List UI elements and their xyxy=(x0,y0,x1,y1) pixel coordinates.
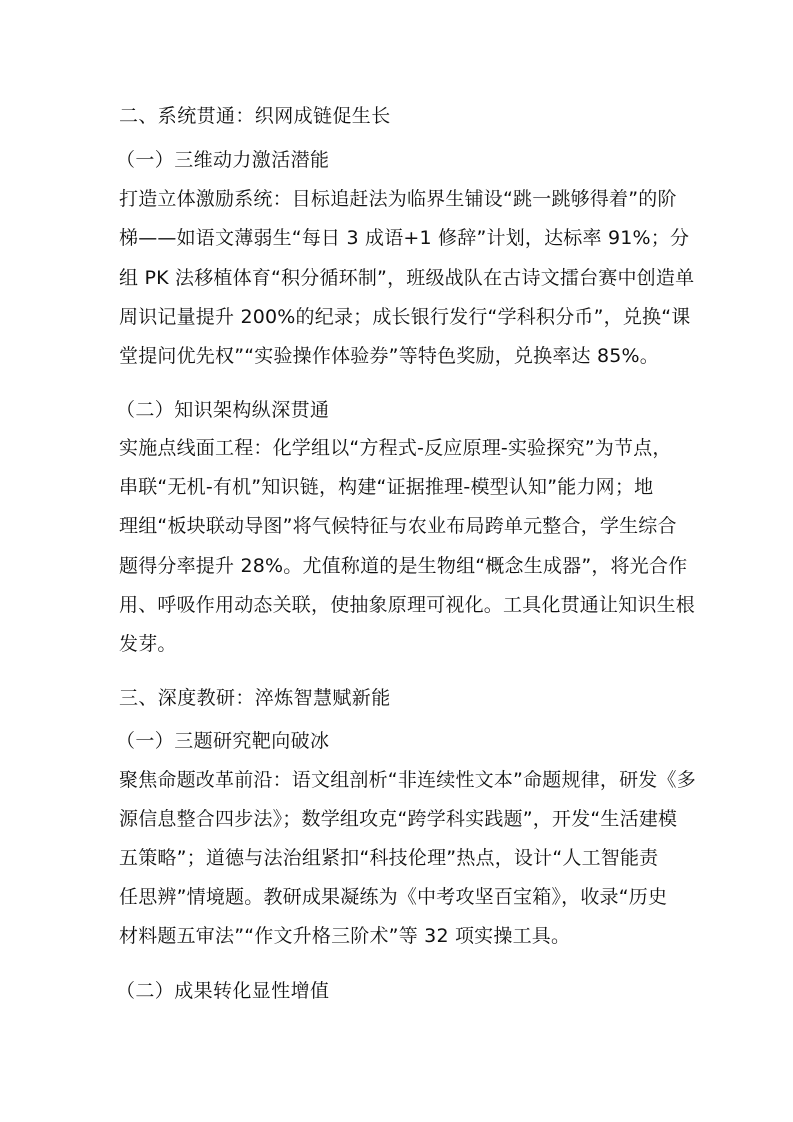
paragraph-line: 发芽。 xyxy=(119,633,177,655)
paragraph-line: 聚焦命题改革前沿：语文组剖析“非连续性文本”命题规律，研发《多 xyxy=(119,769,696,791)
paragraph-line: 材料题五审法”“作文升格三阶术”等 32 项实操工具。 xyxy=(119,925,571,947)
subsection-heading-2-2: （二）知识架构纵深贯通 xyxy=(116,399,330,421)
paragraph-line: 用、呼吸作用动态关联，使抽象原理可视化。工具化贯通让知识生根 xyxy=(119,594,696,616)
paragraph-line: 实施点线面工程：化学组以“方程式-反应原理-实验探究”为节点， xyxy=(119,437,672,459)
paragraph-line: 任思辨”情境题。教研成果凝练为《中考攻坚百宝箱》，收录“历史 xyxy=(119,886,668,908)
paragraph-line: 五策略”；道德与法治组紧扣“科技伦理”热点，设计“人工智能责 xyxy=(119,847,659,869)
section-heading-3: 三、深度教研：淬炼智慧赋新能 xyxy=(119,687,391,709)
paragraph-line: 打造立体激励系统：目标追赶法为临界生铺设“跳一跳够得着”的阶 xyxy=(119,188,677,210)
paragraph-line: 题得分率提升 28%。尤值称道的是生物组“概念生成器”，将光合作 xyxy=(119,555,688,577)
paragraph-line: 梯——如语文薄弱生“每日 3 成语+1 修辞”计划，达标率 91%；分 xyxy=(119,227,690,249)
paragraph-line: 串联“无机-有机”知识链，构建“证据推理-模型认知”能力网；地 xyxy=(119,476,654,498)
section-heading-2: 二、系统贯通：织网成链促生长 xyxy=(119,105,391,127)
subsection-heading-2-1: （一）三维动力激活潜能 xyxy=(116,149,330,171)
subsection-heading-3-1: （一）三题研究靶向破冰 xyxy=(116,730,330,752)
paragraph-line: 堂提问优先权”“实验操作体验券”等特色奖励，兑换率达 85%。 xyxy=(119,345,660,367)
paragraph-line: 理组“板块联动导图”将气候特征与农业布局跨单元整合，学生综合 xyxy=(119,515,677,537)
paragraph-line: 周识记量提升 200%的纪录；成长银行发行“学科积分币”，兑换“课 xyxy=(119,306,691,328)
paragraph-line: 组 PK 法移植体育“积分循环制”，班级战队在古诗文擂台赛中创造单 xyxy=(119,267,695,289)
subsection-heading-3-2: （二）成果转化显性增值 xyxy=(116,980,330,1002)
paragraph-line: 源信息整合四步法》；数学组攻克“跨学科实践题”，开发“生活建模 xyxy=(119,808,678,830)
